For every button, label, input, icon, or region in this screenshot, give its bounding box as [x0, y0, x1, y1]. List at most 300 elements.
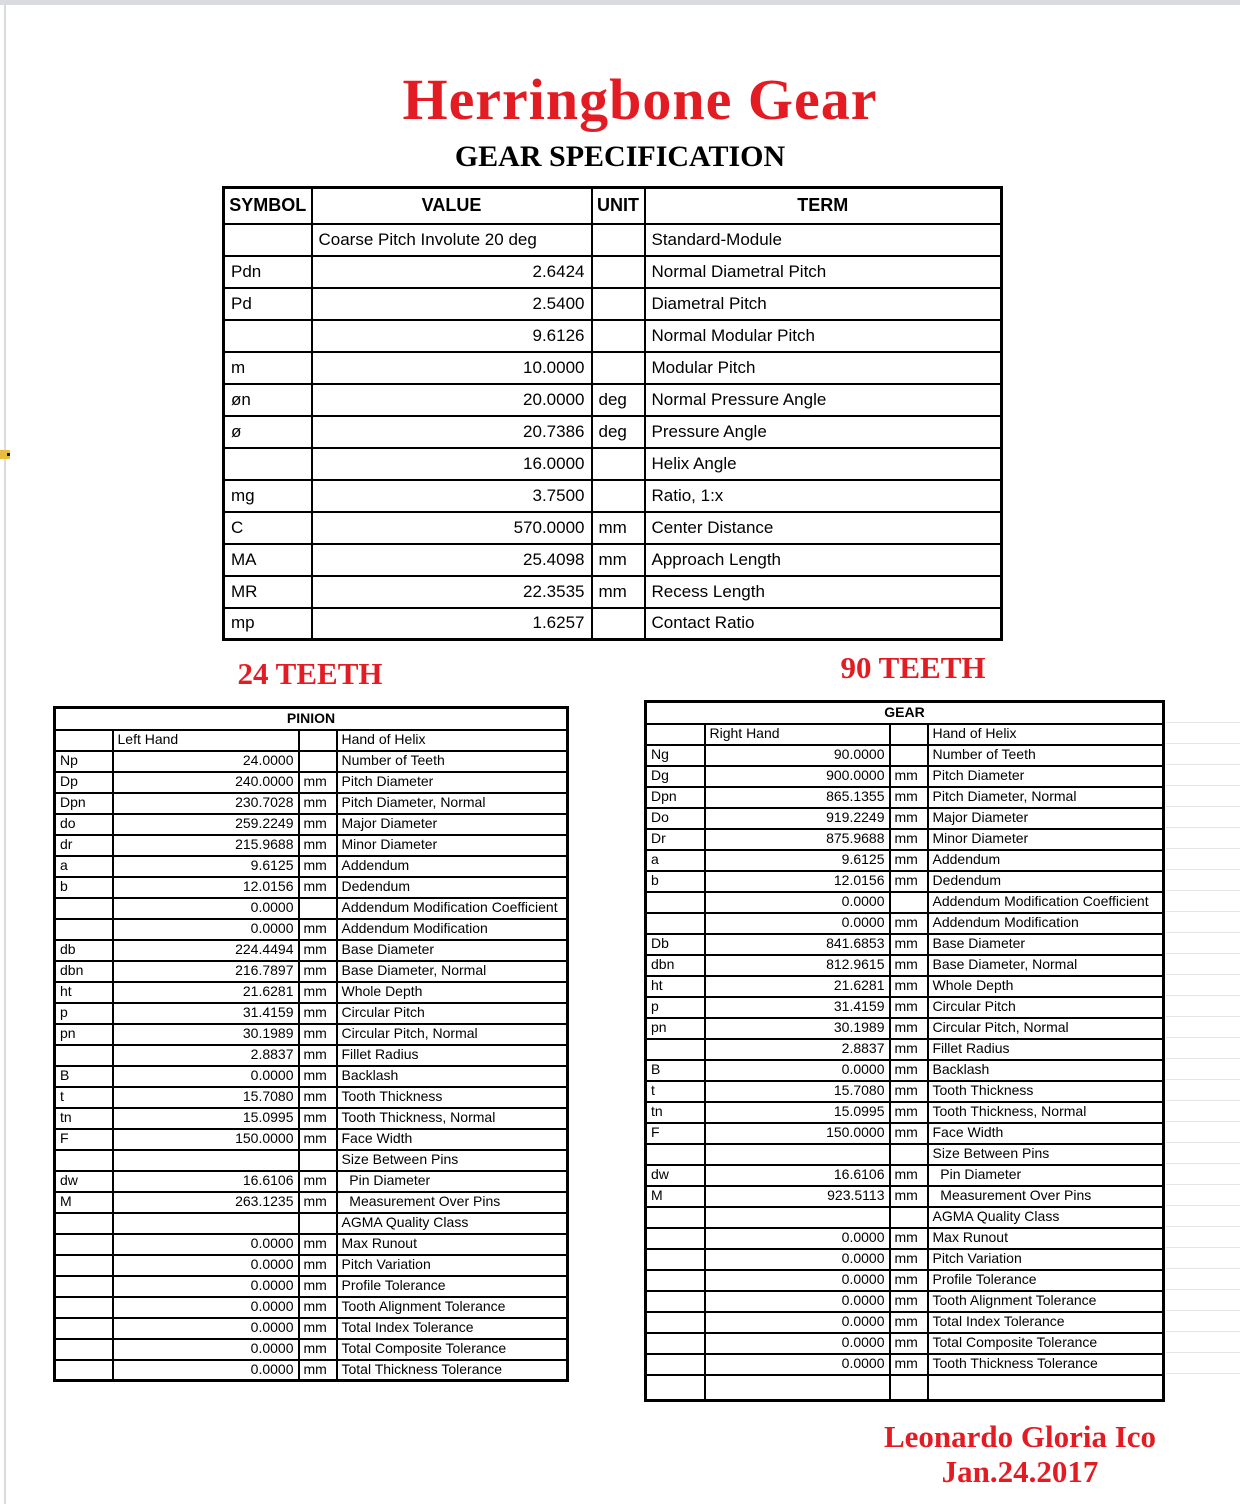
gridline [1166, 1331, 1240, 1332]
cell-value: 0.0000 [705, 913, 890, 934]
cell-term: Major Diameter [337, 814, 568, 835]
cell-symbol: p [55, 1003, 113, 1024]
cell-term: Normal Pressure Angle [645, 384, 1002, 416]
gridline [1166, 806, 1240, 807]
table-row [646, 955, 1164, 976]
cell-value: 15.7080 [705, 1081, 890, 1102]
cell-value: 1.6257 [312, 608, 592, 640]
cell-symbol [55, 1339, 113, 1360]
gridline [1166, 995, 1240, 996]
cell-symbol: m [224, 352, 312, 384]
gridline [1166, 1058, 1240, 1059]
table-row [224, 256, 1002, 288]
table-row [55, 961, 568, 982]
cell-value: 224.4494 [113, 940, 299, 961]
table-row [646, 871, 1164, 892]
cell-value: 841.6853 [705, 934, 890, 955]
table-row [646, 1333, 1164, 1354]
cell-value: 0.0000 [705, 1249, 890, 1270]
cell-term: Total Thickness Tolerance [337, 1360, 568, 1381]
cell-symbol: Dp [55, 772, 113, 793]
cell-unit [890, 724, 928, 745]
cell-unit: mm [890, 850, 928, 871]
table-row [55, 1024, 568, 1045]
cell-value: 24.0000 [113, 751, 299, 772]
cell-value: 0.0000 [113, 919, 299, 940]
gridline [1166, 1037, 1240, 1038]
pinion-title-row [55, 708, 568, 730]
cell-term: AGMA Quality Class [337, 1213, 568, 1234]
cell-value: Coarse Pitch Involute 20 deg [312, 224, 592, 256]
cell-value: 25.4098 [312, 544, 592, 576]
cell-value: 31.4159 [705, 997, 890, 1018]
cell-value: 0.0000 [705, 1333, 890, 1354]
cell-symbol: C [224, 512, 312, 544]
cell-unit: mm [299, 793, 337, 814]
cell-value: 0.0000 [705, 1354, 890, 1375]
table-row [646, 1291, 1164, 1312]
cell-value: 30.1989 [705, 1018, 890, 1039]
gridline [1166, 932, 1240, 933]
col-header-unit: UNIT [592, 188, 645, 224]
table-row [224, 544, 1002, 576]
cell-symbol: dw [646, 1165, 705, 1186]
table-row [55, 1339, 568, 1360]
cell-term: Ratio, 1:x [645, 480, 1002, 512]
gridline [1166, 1373, 1240, 1374]
cell-unit [299, 1213, 337, 1234]
column-header-strip [0, 0, 1240, 5]
cell-term: Max Runout [337, 1234, 568, 1255]
cell-unit: mm [299, 1087, 337, 1108]
cell-value: 0.0000 [113, 1297, 299, 1318]
cell-unit [890, 1207, 928, 1228]
cell-unit: mm [890, 1249, 928, 1270]
cell-symbol: MA [224, 544, 312, 576]
cell-symbol [55, 1150, 113, 1171]
cell-unit: mm [890, 1354, 928, 1375]
date: Jan.24.2017 [941, 1453, 1099, 1489]
cell-term: Approach Length [645, 544, 1002, 576]
gridline [1166, 953, 1240, 954]
cell-symbol: dr [55, 835, 113, 856]
cell-symbol: øn [224, 384, 312, 416]
gridline [1166, 1247, 1240, 1248]
cell-symbol: Ng [646, 745, 705, 766]
cell-unit: mm [299, 772, 337, 793]
gridline [1166, 1205, 1240, 1206]
cell-unit [592, 608, 645, 640]
page-title: Herringbone Gear [402, 67, 878, 132]
left-gridline [4, 5, 6, 1504]
cell-value: 0.0000 [705, 1228, 890, 1249]
cell-term: Number of Teeth [337, 751, 568, 772]
table-row [224, 320, 1002, 352]
table-row [55, 1234, 568, 1255]
cell-unit: mm [890, 1333, 928, 1354]
cell-value: 9.6126 [312, 320, 592, 352]
gridline [1166, 1079, 1240, 1080]
cell-symbol: Dpn [55, 793, 113, 814]
cell-symbol [55, 1360, 113, 1381]
table-row [55, 814, 568, 835]
cell-term: Hand of Helix [928, 724, 1164, 745]
cell-value: 0.0000 [113, 1276, 299, 1297]
cell-value: 30.1989 [113, 1024, 299, 1045]
table-row [55, 877, 568, 898]
table-row [55, 1255, 568, 1276]
cell-value: 10.0000 [312, 352, 592, 384]
gear-side-gridlines [1166, 722, 1240, 1374]
cell-value: 0.0000 [113, 898, 299, 919]
cell-unit [299, 751, 337, 772]
table-row [646, 1144, 1164, 1165]
cell-value: 919.2249 [705, 808, 890, 829]
section-heading-90-teeth: 90 TEETH [840, 650, 986, 685]
cell-value [705, 1144, 890, 1165]
table-row [646, 850, 1164, 871]
table-row [224, 608, 1002, 640]
cell-unit [592, 352, 645, 384]
gridline [1166, 1100, 1240, 1101]
cell-unit: mm [890, 766, 928, 787]
cell-symbol: tn [55, 1108, 113, 1129]
table-row [646, 1039, 1164, 1060]
cell-symbol: B [646, 1060, 705, 1081]
table-row [646, 1270, 1164, 1291]
gridline [1166, 743, 1240, 744]
cell-term: Pitch Diameter [337, 772, 568, 793]
cell-value [705, 1207, 890, 1228]
cell-term: AGMA Quality Class [928, 1207, 1164, 1228]
table-row [55, 1087, 568, 1108]
cell-symbol [55, 730, 113, 751]
cell-symbol [55, 919, 113, 940]
cell-term: Contact Ratio [645, 608, 1002, 640]
cell-value: 16.6106 [113, 1171, 299, 1192]
cell-symbol: dw [55, 1171, 113, 1192]
table-row [55, 835, 568, 856]
table-row [646, 1165, 1164, 1186]
cell-term: Circular Pitch [928, 997, 1164, 1018]
gear-title-row [646, 702, 1164, 724]
cell-unit: mm [299, 1192, 337, 1213]
cell-unit: mm [890, 1081, 928, 1102]
cell-value: 0.0000 [705, 1291, 890, 1312]
cell-symbol: Dpn [646, 787, 705, 808]
gear-table [644, 700, 1165, 1402]
cell-term: Size Between Pins [928, 1144, 1164, 1165]
cell-term: Profile Tolerance [928, 1270, 1164, 1291]
cell-unit [299, 1150, 337, 1171]
table-row [646, 724, 1164, 745]
cell-term: Fillet Radius [337, 1045, 568, 1066]
cell-term: Addendum Modification Coefficient [928, 892, 1164, 913]
cell-value: 12.0156 [113, 877, 299, 898]
cell-term: Dedendum [337, 877, 568, 898]
cell-value: 570.0000 [312, 512, 592, 544]
cell-unit: mm [299, 1234, 337, 1255]
table-row [55, 793, 568, 814]
table-row [646, 1018, 1164, 1039]
cell-value: 150.0000 [705, 1123, 890, 1144]
table-row [224, 448, 1002, 480]
cell-term: Number of Teeth [928, 745, 1164, 766]
cell-value: 900.0000 [705, 766, 890, 787]
cell-value: 230.7028 [113, 793, 299, 814]
cell-value: 0.0000 [113, 1255, 299, 1276]
cell-symbol [646, 1228, 705, 1249]
cell-term: Addendum Modification Coefficient [337, 898, 568, 919]
table-row [55, 1213, 568, 1234]
cell-term: Pitch Variation [928, 1249, 1164, 1270]
cell-symbol: F [646, 1123, 705, 1144]
cell-term: Dedendum [928, 871, 1164, 892]
cell-unit: mm [592, 576, 645, 608]
cell-term: Total Index Tolerance [928, 1312, 1164, 1333]
cell-unit: mm [890, 1018, 928, 1039]
cell-value: Right Hand [705, 724, 890, 745]
cell-symbol [55, 1255, 113, 1276]
spec-header-row [224, 188, 1002, 224]
cell-value: 259.2249 [113, 814, 299, 835]
cell-symbol [55, 1297, 113, 1318]
cell-symbol [646, 1207, 705, 1228]
table-row [55, 772, 568, 793]
cell-value: 0.0000 [705, 892, 890, 913]
cell-symbol: Pd [224, 288, 312, 320]
cell-value: 31.4159 [113, 1003, 299, 1024]
cell-unit: mm [890, 1312, 928, 1333]
table-row [224, 512, 1002, 544]
cell-value: 0.0000 [113, 1318, 299, 1339]
cell-symbol: Pdn [224, 256, 312, 288]
table-row [646, 1123, 1164, 1144]
cell-unit: mm [299, 835, 337, 856]
table-row [55, 1150, 568, 1171]
cell-symbol [55, 1045, 113, 1066]
cell-term: Tooth Thickness [337, 1087, 568, 1108]
pinion-table [53, 706, 569, 1382]
cell-term: Pitch Diameter, Normal [928, 787, 1164, 808]
cell-value: 15.0995 [705, 1102, 890, 1123]
cell-value: 15.7080 [113, 1087, 299, 1108]
gridline [1166, 1289, 1240, 1290]
cell-term: Tooth Alignment Tolerance [928, 1291, 1164, 1312]
cell-symbol: B [55, 1066, 113, 1087]
table-row [55, 1276, 568, 1297]
table-row [646, 1354, 1164, 1375]
cell-term: Addendum [337, 856, 568, 877]
cell-value: 240.0000 [113, 772, 299, 793]
pinion-table-title: PINION [55, 708, 568, 730]
cell-symbol: ht [646, 976, 705, 997]
cell-marker [0, 450, 10, 459]
gridline [1166, 911, 1240, 912]
gridline [1166, 764, 1240, 765]
cell-symbol: tn [646, 1102, 705, 1123]
cell-value: 923.5113 [705, 1186, 890, 1207]
cell-unit: mm [890, 808, 928, 829]
cell-unit: mm [299, 940, 337, 961]
cell-unit [592, 448, 645, 480]
gridline [1166, 1226, 1240, 1227]
cell-term: Total Composite Tolerance [928, 1333, 1164, 1354]
cell-symbol [646, 1270, 705, 1291]
cell-symbol [646, 913, 705, 934]
cell-term: Helix Angle [645, 448, 1002, 480]
table-row [646, 913, 1164, 934]
table-row [224, 576, 1002, 608]
table-row [55, 1129, 568, 1150]
cell-symbol: p [646, 997, 705, 1018]
cell-symbol [224, 320, 312, 352]
cell-term: Total Composite Tolerance [337, 1339, 568, 1360]
cell-term: Circular Pitch, Normal [337, 1024, 568, 1045]
gridline [1166, 890, 1240, 891]
table-row [55, 1297, 568, 1318]
cell-symbol [646, 1333, 705, 1354]
cell-unit: mm [299, 1066, 337, 1087]
cell-symbol: Dr [646, 829, 705, 850]
cell-value: 15.0995 [113, 1108, 299, 1129]
cell-value: 22.3535 [312, 576, 592, 608]
cell-unit: mm [592, 544, 645, 576]
cell-symbol: Dg [646, 766, 705, 787]
section-heading-24-teeth: 24 TEETH [237, 656, 383, 691]
cell-term: Tooth Thickness, Normal [928, 1102, 1164, 1123]
cell-term: Addendum Modification [337, 919, 568, 940]
cell-unit: mm [299, 1297, 337, 1318]
cell-symbol [646, 1144, 705, 1165]
cell-value: 9.6125 [705, 850, 890, 871]
cell-symbol: b [55, 877, 113, 898]
table-row [646, 1249, 1164, 1270]
cell-symbol: t [646, 1081, 705, 1102]
cell-term: Tooth Thickness Tolerance [928, 1354, 1164, 1375]
cell-value [705, 1375, 890, 1401]
cell-term: Pitch Variation [337, 1255, 568, 1276]
cell-term: Base Diameter [337, 940, 568, 961]
table-row [646, 745, 1164, 766]
cell-symbol: mp [224, 608, 312, 640]
gridline [1166, 1268, 1240, 1269]
cell-unit: mm [299, 1171, 337, 1192]
cell-value: 90.0000 [705, 745, 890, 766]
gear-table-title: GEAR [646, 702, 1164, 724]
cell-symbol: Do [646, 808, 705, 829]
cell-unit: mm [890, 997, 928, 1018]
cell-value: 0.0000 [113, 1360, 299, 1381]
gridline [1166, 974, 1240, 975]
page-subtitle: GEAR SPECIFICATION [454, 140, 786, 173]
cell-unit: mm [890, 1102, 928, 1123]
cell-unit: mm [299, 1276, 337, 1297]
cell-symbol [224, 448, 312, 480]
gridline [1166, 1016, 1240, 1017]
cell-value: 9.6125 [113, 856, 299, 877]
cell-symbol [646, 892, 705, 913]
cell-symbol: M [646, 1186, 705, 1207]
table-row [646, 1375, 1164, 1401]
cell-symbol: dbn [646, 955, 705, 976]
table-row [55, 751, 568, 772]
cell-unit: mm [890, 1123, 928, 1144]
table-row [55, 898, 568, 919]
cell-term: Backlash [337, 1066, 568, 1087]
cell-unit: mm [592, 512, 645, 544]
cell-term: Diametral Pitch [645, 288, 1002, 320]
cell-term: Tooth Thickness, Normal [337, 1108, 568, 1129]
cell-symbol: F [55, 1129, 113, 1150]
cell-unit [890, 892, 928, 913]
cell-unit: mm [299, 961, 337, 982]
table-row [224, 224, 1002, 256]
cell-term: Base Diameter [928, 934, 1164, 955]
table-row [224, 352, 1002, 384]
cell-unit [592, 256, 645, 288]
cell-value: 20.7386 [312, 416, 592, 448]
cell-symbol [646, 1291, 705, 1312]
cell-term: Circular Pitch, Normal [928, 1018, 1164, 1039]
cell-value: 215.9688 [113, 835, 299, 856]
cell-unit: mm [299, 1108, 337, 1129]
cell-term: Face Width [928, 1123, 1164, 1144]
gear-specification-table [222, 186, 1003, 641]
table-row [646, 976, 1164, 997]
table-row [55, 856, 568, 877]
gridline [1166, 1184, 1240, 1185]
cell-value: 0.0000 [705, 1060, 890, 1081]
cell-symbol: b [646, 871, 705, 892]
gridline [1166, 848, 1240, 849]
cell-unit: deg [592, 416, 645, 448]
cell-unit: mm [890, 1270, 928, 1291]
cell-value: 2.6424 [312, 256, 592, 288]
cell-symbol: pn [646, 1018, 705, 1039]
cell-unit: deg [592, 384, 645, 416]
cell-term: Profile Tolerance [337, 1276, 568, 1297]
cell-symbol [646, 1312, 705, 1333]
cell-symbol: t [55, 1087, 113, 1108]
cell-unit [890, 1144, 928, 1165]
table-row [55, 730, 568, 751]
cell-symbol [646, 1249, 705, 1270]
cell-symbol [646, 1354, 705, 1375]
cell-term [928, 1375, 1164, 1401]
cell-term: Backlash [928, 1060, 1164, 1081]
table-row [646, 1081, 1164, 1102]
cell-unit: mm [890, 934, 928, 955]
cell-value: 21.6281 [113, 982, 299, 1003]
gridline [1166, 785, 1240, 786]
cell-value: 875.9688 [705, 829, 890, 850]
signature-block [860, 1420, 1180, 1489]
cell-symbol: db [55, 940, 113, 961]
table-row [646, 787, 1164, 808]
gridline [1166, 1163, 1240, 1164]
cell-term: Pin Diameter [928, 1165, 1164, 1186]
cell-unit: mm [890, 1039, 928, 1060]
cell-term: Whole Depth [337, 982, 568, 1003]
cell-value: 0.0000 [113, 1066, 299, 1087]
cell-term: Total Index Tolerance [337, 1318, 568, 1339]
cell-symbol: dbn [55, 961, 113, 982]
cell-unit [890, 745, 928, 766]
cell-unit: mm [299, 1255, 337, 1276]
cell-value: 0.0000 [113, 1234, 299, 1255]
cell-symbol: pn [55, 1024, 113, 1045]
